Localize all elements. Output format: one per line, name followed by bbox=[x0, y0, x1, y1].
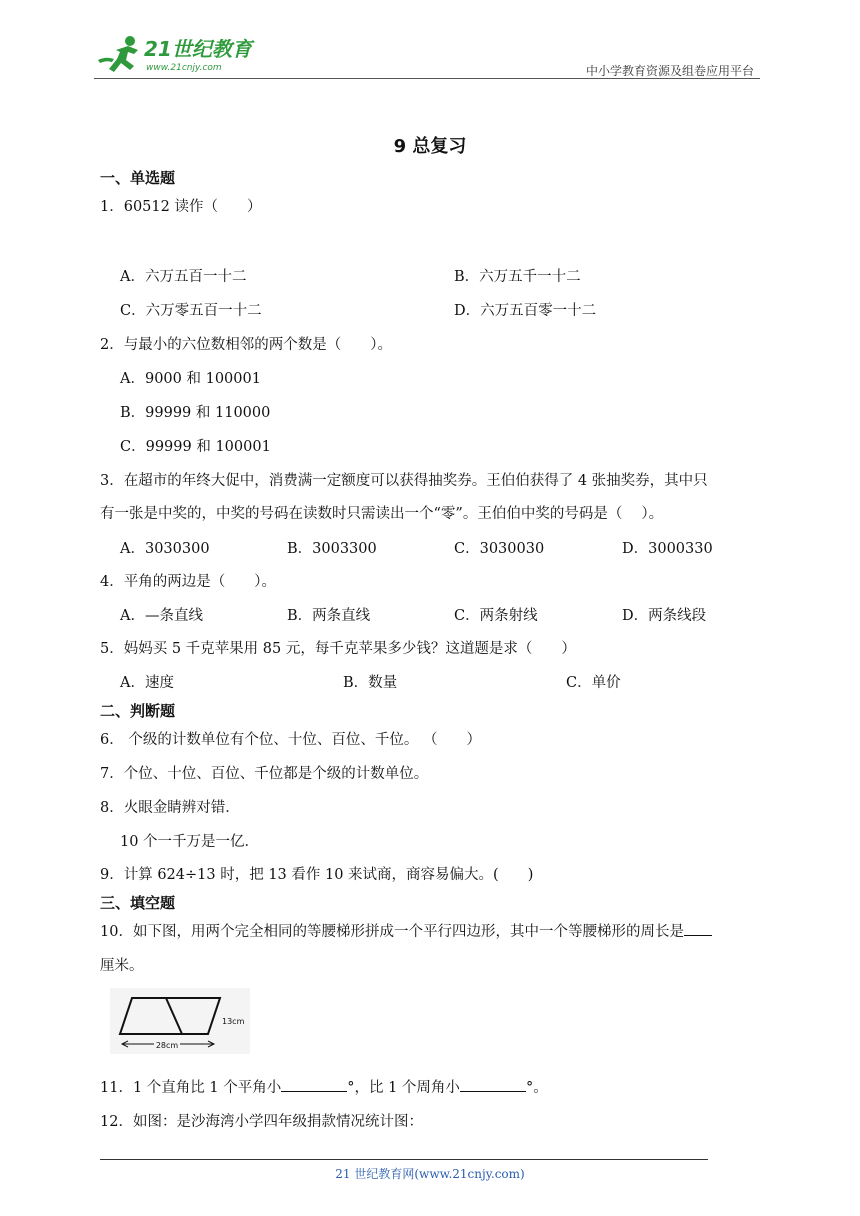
question-10-line-2: 厘米。 bbox=[100, 958, 144, 974]
q2-option-c[interactable]: C．99999 和 100001 bbox=[120, 439, 271, 455]
question-7: 7．个位、十位、百位、千位都是个级的计数单位。 bbox=[100, 766, 429, 782]
q5-option-b[interactable]: B．数量 bbox=[343, 675, 398, 691]
trapezoid-figure bbox=[110, 988, 250, 1054]
question-3-line-2: 有一张是中奖的，中奖的号码在读数时只需读出一个“零”。王伯伯中奖的号码是（ ）。 bbox=[100, 506, 664, 522]
q11-text-part-3: °。 bbox=[525, 1080, 548, 1096]
q1-option-a[interactable]: A．六万五百一十二 bbox=[120, 269, 247, 285]
q11-text-part-1: 11．1 个直角比 1 个平角小 bbox=[100, 1080, 282, 1096]
width-label: 28cm bbox=[155, 1041, 179, 1050]
q4-option-b[interactable]: B．两条直线 bbox=[287, 608, 371, 624]
runner-logo-icon bbox=[94, 32, 264, 78]
q11-text-part-2: °，比 1 个周角小 bbox=[347, 1080, 460, 1096]
logo bbox=[94, 32, 264, 78]
question-10-text: 10．如下图，用两个完全相同的等腰梯形拼成一个平行四边形，其中一个等腰梯形的周长是 bbox=[100, 924, 684, 940]
logo-main-text: 21世纪教育 bbox=[144, 37, 252, 61]
footer-divider bbox=[100, 1159, 708, 1160]
section-heading-true-false: 二、判断题 bbox=[100, 702, 176, 720]
question-11 bbox=[100, 1076, 548, 1097]
height-label: 13cm bbox=[222, 1017, 245, 1026]
q1-option-b[interactable]: B．六万五千一十二 bbox=[454, 269, 581, 285]
question-8-line-2: 10 个一千万是一亿． bbox=[120, 834, 260, 850]
logo-url-text: www.21cnjy.com bbox=[146, 63, 222, 73]
question-8-line-1: 8．火眼金睛辨对错． bbox=[100, 800, 240, 816]
question-1: 1．60512 读作（ ） bbox=[100, 199, 262, 215]
q11-blank-2[interactable] bbox=[460, 1077, 526, 1092]
q3-option-c[interactable]: C．3030030 bbox=[454, 541, 545, 557]
q1-option-c[interactable]: C．六万零五百一十二 bbox=[120, 303, 262, 319]
question-3-line-1: 3．在超市的年终大促中，消费满一定额度可以获得抽奖券。王伯伯获得了 4 张抽奖券，其中只 bbox=[100, 473, 708, 489]
section-heading-fill-blank: 三、填空题 bbox=[100, 894, 176, 912]
question-5: 5．妈妈买 5 千克苹果用 85 元，每千克苹果多少钱？这道题是求（ ） bbox=[100, 641, 576, 657]
question-2: 2．与最小的六位数相邻的两个数是（ ）。 bbox=[100, 337, 392, 353]
q5-option-c[interactable]: C．单价 bbox=[566, 675, 621, 691]
q4-option-a[interactable]: A．—条直线 bbox=[120, 608, 203, 624]
question-9: 9．计算 624÷13 时，把 13 看作 10 来试商，商容易偏大。( ) bbox=[100, 867, 534, 883]
header-divider bbox=[94, 78, 760, 79]
question-12: 12．如图：是沙海湾小学四年级捐款情况统计图： bbox=[100, 1114, 423, 1130]
q3-option-b[interactable]: B．3003300 bbox=[287, 541, 377, 557]
question-10-line-1 bbox=[100, 920, 712, 941]
q3-option-a[interactable]: A．3030300 bbox=[120, 541, 210, 557]
question-4: 4．平角的两边是（ ）。 bbox=[100, 574, 276, 590]
page-title: 9 总复习 bbox=[393, 136, 467, 157]
footer-link[interactable]: 21 世纪教育网(www.21cnjy.com) bbox=[335, 1167, 525, 1181]
section-heading-single-choice: 一、单选题 bbox=[100, 169, 176, 187]
q1-option-d[interactable]: D．六万五百零一十二 bbox=[454, 303, 597, 319]
q4-option-d[interactable]: D．两条线段 bbox=[622, 608, 707, 624]
q4-option-c[interactable]: C．两条射线 bbox=[454, 608, 538, 624]
q3-option-d[interactable]: D．3000330 bbox=[622, 541, 713, 557]
question-6: 6． 个级的计数单位有个位、十位、百位、千位。 （ ） bbox=[100, 732, 481, 748]
q2-option-a[interactable]: A．9000 和 100001 bbox=[120, 371, 261, 387]
q2-option-b[interactable]: B．99999 和 110000 bbox=[120, 405, 271, 421]
header-tagline: 中小学教育资源及组卷应用平台 bbox=[585, 64, 754, 78]
parallelogram-diagram bbox=[110, 988, 250, 1054]
q11-blank-1[interactable] bbox=[281, 1077, 347, 1092]
q10-answer-blank[interactable] bbox=[684, 921, 712, 936]
q5-option-a[interactable]: A．速度 bbox=[120, 675, 174, 691]
